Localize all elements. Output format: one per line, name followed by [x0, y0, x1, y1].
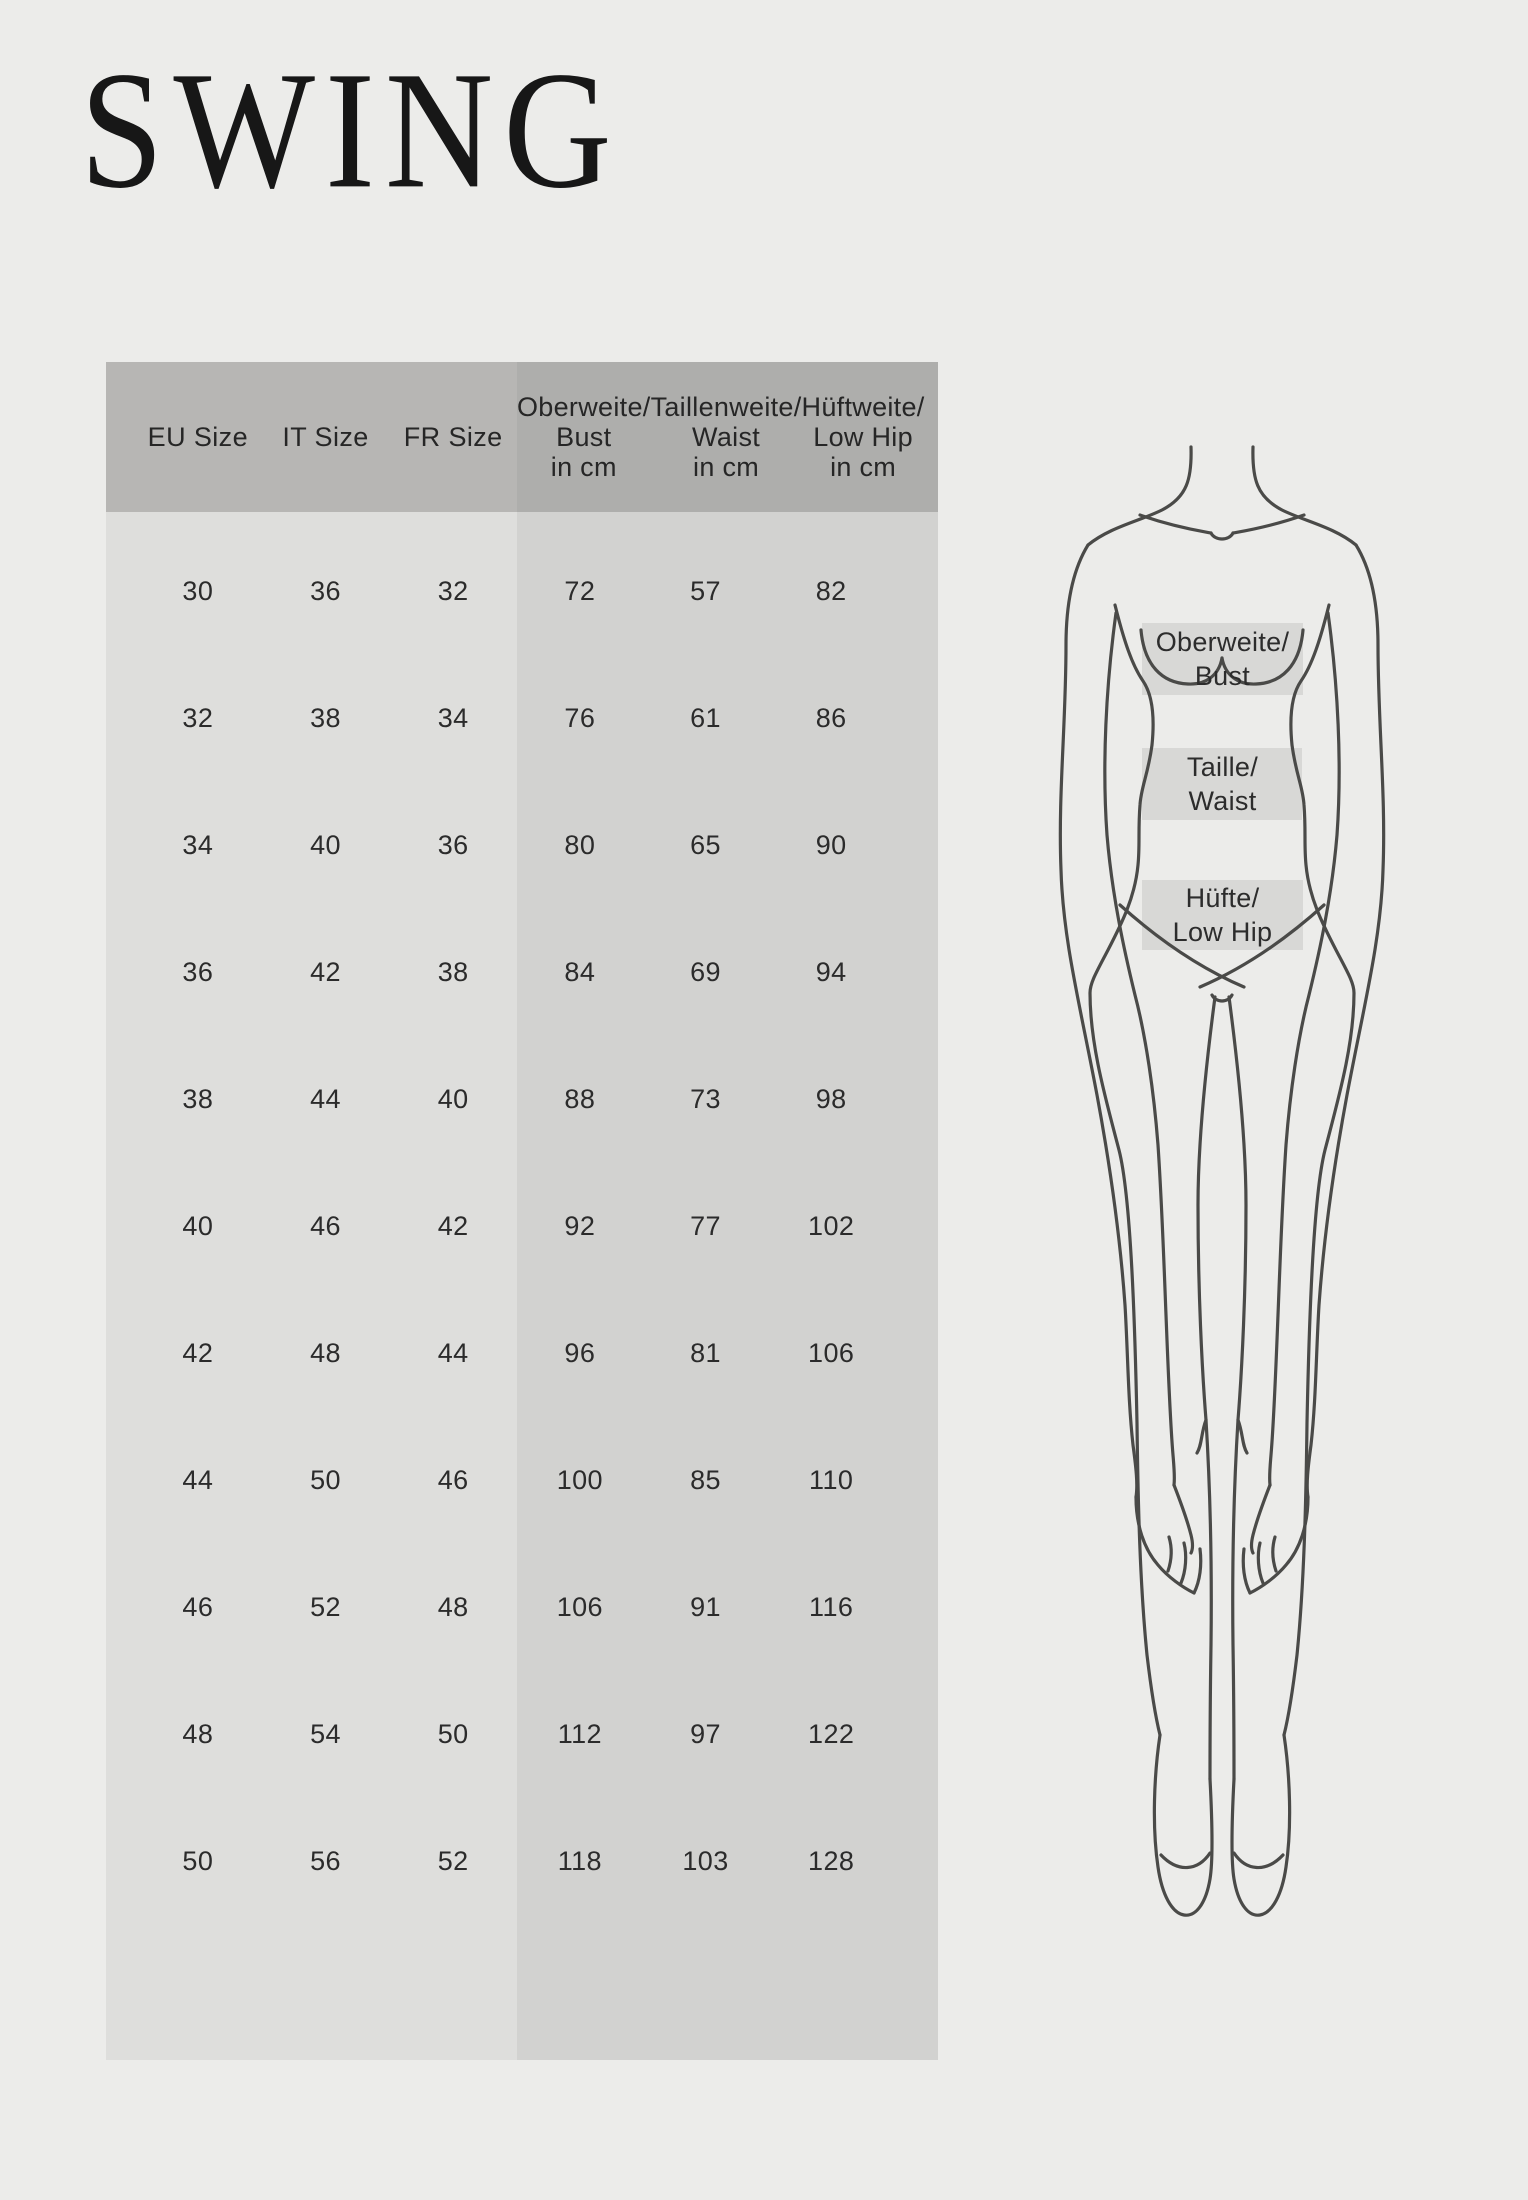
column-header-hip-de: Hüftweite/	[801, 392, 925, 422]
size-table-row	[517, 1798, 894, 1925]
size-table-body-sizes	[106, 512, 517, 2060]
size-cell: 44	[182, 1465, 214, 1495]
column-header-it-size: IT Size	[282, 421, 369, 452]
size-cell: 30	[182, 576, 214, 606]
size-table-row	[134, 528, 517, 655]
measurement-cell: 100	[556, 1465, 603, 1495]
bust-figure-label	[1142, 625, 1303, 693]
size-cell: 36	[310, 576, 341, 606]
measurement-cell: 57	[690, 576, 721, 606]
size-cell: 46	[310, 1211, 341, 1241]
size-cell: 50	[310, 1465, 341, 1495]
size-table-row	[517, 655, 894, 782]
size-cell: 38	[437, 957, 469, 987]
hip-figure-label	[1142, 881, 1303, 949]
size-table-row	[517, 1671, 894, 1798]
size-cell: 32	[182, 703, 214, 733]
size-table-row	[517, 1544, 894, 1671]
size-table-body-measurements	[517, 512, 938, 2060]
measurement-cell: 106	[556, 1592, 603, 1622]
size-cell: 52	[437, 1846, 469, 1876]
column-header-hip-unit: in cm	[830, 452, 897, 482]
measurement-cell: 85	[690, 1465, 721, 1495]
measurement-cell: 65	[690, 830, 721, 860]
measurement-cell: 110	[809, 1465, 854, 1495]
size-table-header-measurements	[517, 362, 938, 512]
measurement-cell: 122	[808, 1719, 855, 1749]
measurement-cell: 73	[690, 1084, 721, 1114]
measurement-cell: 90	[815, 830, 847, 860]
measurement-cell: 77	[690, 1211, 721, 1241]
measurement-cell: 82	[815, 576, 847, 606]
measurement-cell: 84	[564, 957, 596, 987]
size-table-row	[134, 1671, 517, 1798]
column-header-waist	[651, 362, 802, 512]
size-table-header-sizes	[106, 362, 517, 512]
waist-figure-label-de: Taille/	[1186, 752, 1259, 782]
size-table-row	[517, 528, 894, 655]
column-header-waist-unit: in cm	[693, 452, 760, 482]
measurement-cell: 106	[808, 1338, 855, 1368]
size-cell: 56	[310, 1846, 341, 1876]
measurement-cell: 72	[564, 576, 596, 606]
size-table-row	[134, 655, 517, 782]
bust-figure-label-en: Bust	[1194, 661, 1251, 691]
size-table-row	[517, 782, 894, 909]
measurement-cell: 86	[815, 703, 847, 733]
size-cell: 46	[437, 1465, 469, 1495]
body-measurement-figure	[1040, 445, 1460, 1925]
size-cell: 38	[182, 1084, 214, 1114]
size-cell: 34	[437, 703, 469, 733]
size-cell: 34	[182, 830, 214, 860]
size-table-row	[134, 909, 517, 1036]
column-header-eu-size: EU Size	[147, 421, 248, 452]
size-cell: 44	[437, 1338, 469, 1368]
measurement-cell: 61	[690, 703, 721, 733]
measurement-cell: 80	[564, 830, 596, 860]
measurement-cell: 81	[690, 1338, 721, 1368]
size-table-body	[106, 512, 938, 2060]
size-table-header	[106, 362, 938, 512]
size-table-row	[134, 1290, 517, 1417]
size-cell: 48	[182, 1719, 214, 1749]
column-header-bust-en: Bust	[556, 422, 612, 452]
size-cell: 32	[437, 576, 469, 606]
measurement-cell: 116	[809, 1592, 854, 1622]
measurement-cell: 118	[557, 1846, 602, 1876]
column-header-hip	[802, 362, 925, 512]
measurement-cell: 102	[808, 1211, 855, 1241]
measurement-cell: 98	[815, 1084, 847, 1114]
size-cell: 50	[437, 1719, 469, 1749]
size-table-row	[134, 1036, 517, 1163]
size-cell: 36	[182, 957, 214, 987]
size-cell: 42	[437, 1211, 469, 1241]
column-header-waist-en: Waist	[692, 422, 761, 452]
size-cell: 48	[437, 1592, 469, 1622]
size-table-row	[134, 782, 517, 909]
size-cell: 38	[310, 703, 341, 733]
size-cell: 36	[437, 830, 469, 860]
size-table-row	[517, 909, 894, 1036]
size-table-row	[517, 1417, 894, 1544]
size-cell: 48	[310, 1338, 341, 1368]
brand-logo: SWING	[80, 37, 622, 224]
size-table-row	[517, 1163, 894, 1290]
measurement-cell: 88	[564, 1084, 596, 1114]
size-cell: 52	[310, 1592, 341, 1622]
size-table	[106, 362, 938, 2060]
column-header-waist-de: Taillenweite/	[650, 392, 802, 422]
hip-figure-label-de: Hüfte/	[1185, 883, 1260, 913]
waist-figure-label	[1142, 750, 1303, 818]
column-header-fr-size: FR Size	[403, 421, 503, 452]
size-cell: 42	[310, 957, 341, 987]
bust-figure-label-de: Oberweite/	[1155, 627, 1290, 657]
size-cell: 40	[310, 830, 341, 860]
measurement-cell: 76	[564, 703, 596, 733]
size-cell: 40	[437, 1084, 469, 1114]
size-table-row	[517, 1290, 894, 1417]
measurement-cell: 92	[564, 1211, 596, 1241]
size-cell: 40	[182, 1211, 214, 1241]
column-header-hip-en: Low Hip	[813, 422, 913, 452]
measurement-cell: 94	[815, 957, 847, 987]
waist-figure-label-en: Waist	[1188, 786, 1257, 816]
size-table-row	[517, 1036, 894, 1163]
column-header-bust-de: Oberweite/	[517, 392, 651, 422]
size-cell: 46	[182, 1592, 214, 1622]
measurement-cell: 69	[690, 957, 721, 987]
size-table-row	[134, 1544, 517, 1671]
measurement-cell: 128	[808, 1846, 855, 1876]
size-table-row	[134, 1417, 517, 1544]
measurement-cell: 91	[690, 1592, 721, 1622]
size-cell: 54	[310, 1719, 341, 1749]
size-table-row	[134, 1798, 517, 1925]
hip-figure-label-en: Low Hip	[1172, 917, 1273, 947]
measurement-cell: 97	[690, 1719, 721, 1749]
size-table-row	[134, 1163, 517, 1290]
column-header-bust	[517, 362, 651, 512]
size-cell: 50	[182, 1846, 214, 1876]
measurement-cell: 112	[557, 1719, 602, 1749]
size-cell: 44	[310, 1084, 341, 1114]
measurement-cell: 96	[564, 1338, 596, 1368]
column-header-bust-unit: in cm	[550, 452, 617, 482]
size-cell: 42	[182, 1338, 214, 1368]
measurement-cell: 103	[682, 1846, 729, 1876]
